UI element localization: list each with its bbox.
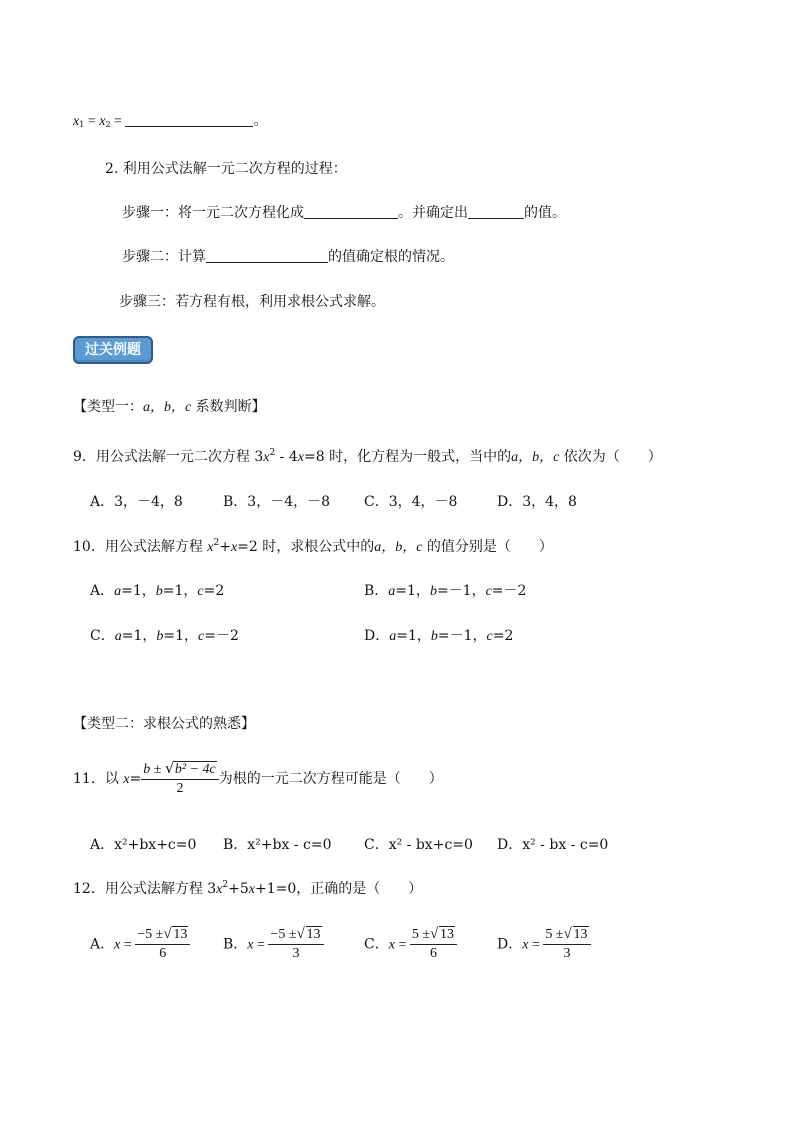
q11-option-d[interactable]: D．x² - bx - c=0 [497,837,609,853]
q12-b-rad: 13 [306,927,321,942]
q10-d-val-a: =1， [396,628,431,644]
q10-option-b[interactable] [364,580,526,600]
q9-option-d[interactable]: D．3，4，8 [497,494,577,510]
q10-a-label: A． [90,583,115,599]
q12-c-num: 5 ± [411,927,431,942]
type2-heading: 【类型二：求根公式的熟悉】 [73,716,255,732]
q9-text-a: 9．用公式法解一元二次方程 3 [73,449,264,465]
q10-vars: a，b，c [374,540,423,555]
top-equation-line [73,110,267,130]
q11-radicand: b² − 4c [174,762,216,777]
q10-option-c[interactable] [90,625,239,645]
q12-a-fraction [135,926,190,963]
sqrt-icon: √ 13 [430,926,455,942]
q12-c-den: 6 [429,946,437,961]
var-x2: x [99,114,106,129]
type1-open: 【类型一： [73,399,143,415]
q10-b-val-a: =1， [395,583,430,599]
q12-d-label: D． [497,936,523,953]
q9-text-c: =8 时，化方程为一般式，当中的 [303,449,512,465]
q10-text-b: + [219,539,231,555]
q11-den: 2 [176,781,184,796]
sqrt-icon: √ 13 [563,926,588,942]
q11-option-a[interactable]: A．x²+bx+c=0 [90,837,197,853]
q9-sup: 2 [269,448,276,458]
q10-a-var-b: b [155,584,163,599]
q12-option-d[interactable]: D．x = 5 ± √ 13 3 [497,926,591,963]
q10-b-val-b: =－1， [436,583,486,599]
q10-b-val-c: =－2 [491,583,527,599]
q11-eq: = [129,771,142,787]
q12-text-c: +1=0，正确的是（ ） [254,881,423,897]
q10-d-var-a: a [389,629,397,644]
question-12-stem [73,878,422,898]
step-one [122,202,566,222]
q10-b-var-b: b [429,584,437,599]
q12-c-rad: 13 [440,927,455,942]
q10-option-d[interactable] [364,625,513,645]
q10-b-var-c: c [485,584,492,599]
q9-text-b: - 4 [275,449,298,465]
step1-text-a: 步骤一：将一元二次方程化成 [122,205,304,221]
q9-option-c[interactable]: C．3，4，－8 [364,494,458,510]
q10-text-d: 的值分别是（ ） [422,539,553,555]
var-x1: x [73,114,80,129]
q10-a-var-c: c [197,584,204,599]
q11-num-b: b [143,762,151,777]
eq-sign-2: = [110,114,126,129]
q10-d-val-c: =2 [492,628,514,644]
q9-text-d: 依次为（ ） [559,449,662,465]
step1-text-c: 的值。 [524,205,566,221]
section2-heading: 2. 利用公式法解一元二次方程的过程： [105,161,347,177]
q12-b-label: B． [223,936,248,953]
root-formula-fraction [141,760,219,798]
q11-num-pm: ± [150,762,165,777]
q12-text-b: +5 [228,881,249,897]
q12-a-num: −5 ± [137,927,164,942]
sqrt-icon: √ 13 [163,926,188,942]
q9-var-x2: x [297,450,304,465]
type1-vars: a，b，c [143,400,192,415]
q12-var-x: x [216,882,223,897]
q12-c-fraction [410,926,457,963]
q10-option-a[interactable] [90,580,224,600]
q12-d-num: 5 ± [545,927,564,942]
q12-option-b[interactable]: B．x = −5 ± √ 13 3 [223,926,324,963]
q10-var-x: x [207,540,214,555]
q11-option-c[interactable]: C．x² - bx+c=0 [364,837,473,853]
q10-b-label: B． [364,583,389,599]
q10-c-val-a: =1， [121,628,157,644]
period: 。 [253,113,268,129]
q12-option-c[interactable]: C．x = 5 ± √ 13 6 [364,926,457,963]
q12-sup: 2 [222,880,229,890]
q12-b-fraction [268,926,323,963]
q10-a-val-c: =2 [203,583,225,599]
q12-b-num: −5 ± [270,927,297,942]
q9-option-a[interactable]: A．3，－4，8 [90,494,183,510]
eq-sign-1: = [84,114,100,129]
q10-a-val-b: =1， [162,583,198,599]
answer-blank-roots[interactable] [125,112,253,127]
q10-var-x2: x [230,540,238,555]
q10-text-c: =2 时，求根公式中的 [237,539,375,555]
type1-close: 系数判断】 [191,399,266,415]
q10-text-a: 10．用公式法解方程 [73,539,208,555]
q12-c-label: C． [364,936,389,953]
q12-text-a: 12．用公式法解方程 3 [73,881,217,897]
q12-d-den: 3 [563,946,571,961]
question-9-stem [73,446,662,466]
q10-a-var-a: a [114,584,122,599]
q10-b-var-a: a [388,584,396,599]
q12-b-den: 3 [292,946,300,961]
q9-vars: a，b，c [511,450,560,465]
answer-blank-general-form[interactable] [304,204,398,219]
sqrt-icon: √ b² − 4c [164,759,216,777]
q9-var-x: x [263,450,270,465]
examples-badge: 过关例题 [73,336,153,364]
q10-c-var-a: a [114,629,122,644]
q10-d-var-c: c [486,629,493,644]
q9-option-b[interactable]: B．3，－4，－8 [223,494,331,510]
step2-text-a: 步骤二：计算 [122,249,206,265]
q12-option-a[interactable]: A．x = −5 ± √ 13 6 [90,926,190,963]
type1-heading [73,396,266,416]
q11-option-b[interactable]: B．x²+bx - c=0 [223,837,332,853]
step1-text-b: 。并确定出 [398,205,468,221]
answer-blank-coefficients[interactable] [468,204,524,219]
q12-d-rad: 13 [573,927,588,942]
q10-c-label: C． [90,628,115,644]
sub-1: 1 [79,120,85,129]
q10-c-var-c: c [198,629,205,644]
q12-a-den: 6 [159,946,167,961]
step2-text-b: 的值确定根的情况。 [328,249,454,265]
q11-var-x: x [123,772,130,787]
q10-c-val-b: =1， [163,628,198,644]
q11-prefix: 11．以 [73,771,124,787]
sqrt-icon: √ 13 [296,926,321,942]
q10-c-val-c: =－2 [204,628,239,644]
q11-suffix: 为根的一元二次方程可能是（ ） [218,771,443,787]
question-11-stem [73,760,443,798]
q10-d-val-b: =－1， [437,628,487,644]
step-three: 步骤三：若方程有根，利用求根公式求解。 [119,294,385,310]
q12-a-label: A． [90,936,115,953]
answer-blank-discriminant[interactable] [206,248,328,263]
q10-c-var-b: b [156,629,164,644]
question-10-stem [73,536,553,556]
q10-sup: 2 [213,538,220,548]
q12-var-x2: x [248,882,255,897]
step-two [122,246,454,266]
q10-d-label: D． [364,628,390,644]
q12-a-rad: 13 [173,927,188,942]
sub-2: 2 [105,120,111,129]
q10-a-val-a: =1， [121,583,156,599]
q12-d-fraction [543,926,590,963]
q10-d-var-b: b [430,629,438,644]
